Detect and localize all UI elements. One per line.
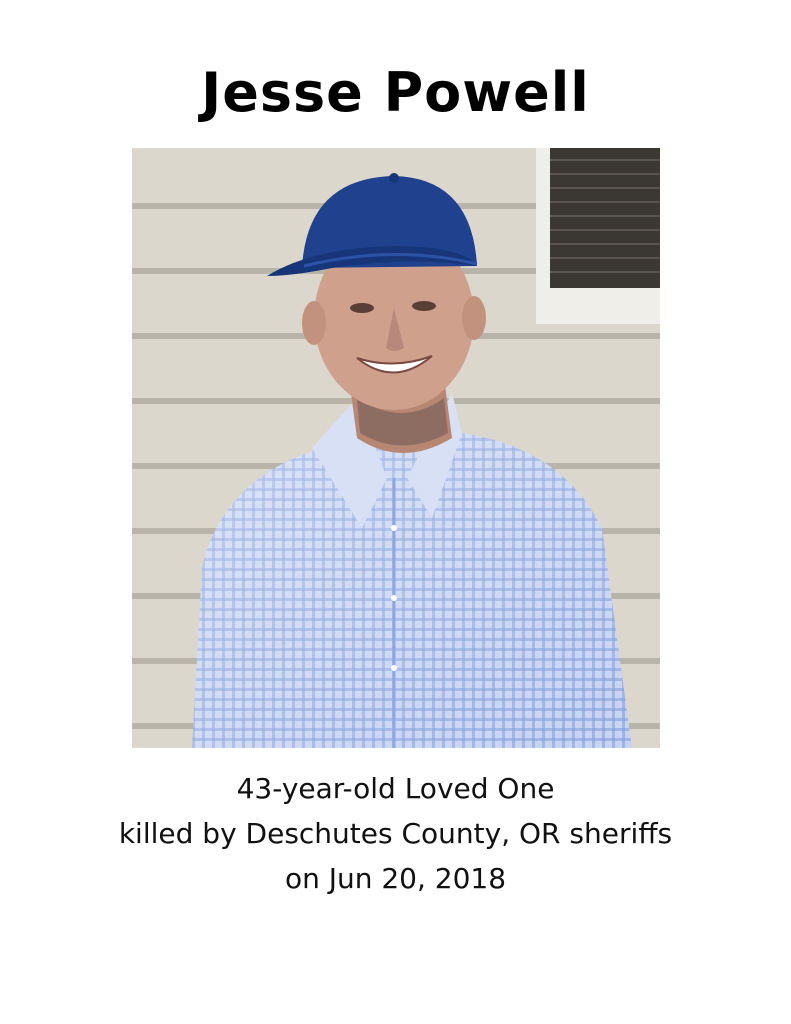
- caption-date-line: on Jun 20, 2018: [284, 862, 507, 895]
- caption-age-line: 43-year-old Loved One: [236, 772, 555, 805]
- person-name: Jesse Powell: [201, 61, 590, 124]
- portrait-photo: [132, 148, 660, 748]
- caption-block: [0, 766, 791, 901]
- caption-killed-by-line: killed by Deschutes County, OR sheriffs: [118, 817, 673, 850]
- window: [536, 148, 660, 324]
- portrait-illustration: [132, 148, 660, 748]
